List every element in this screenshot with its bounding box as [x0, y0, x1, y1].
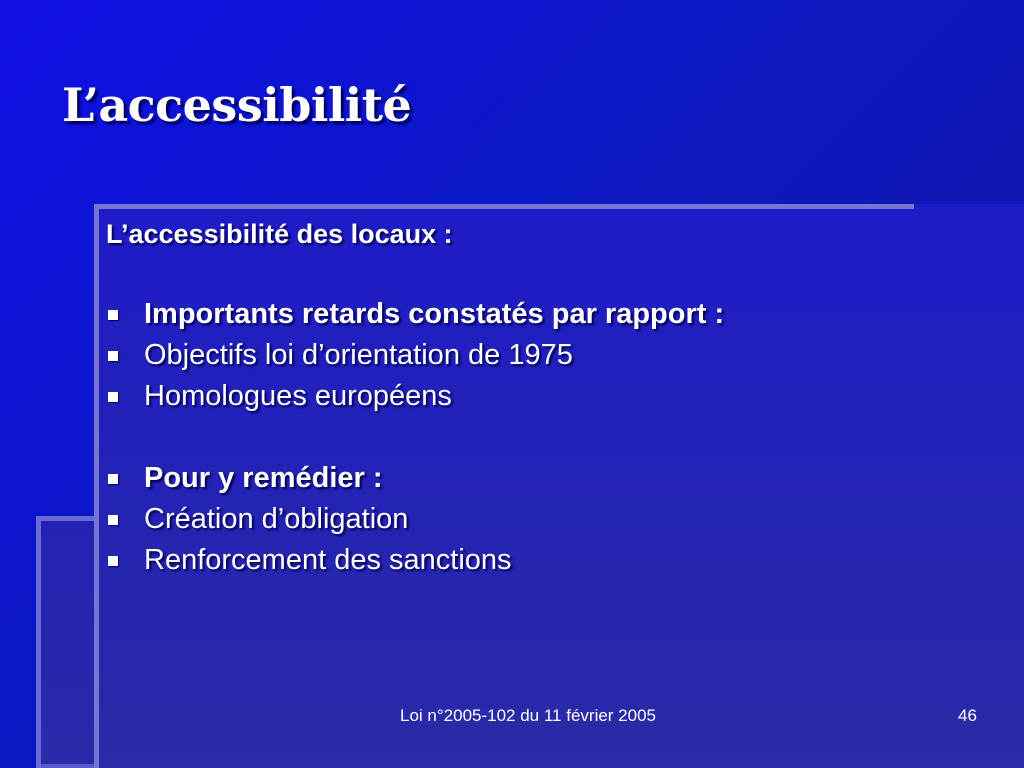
bullet-item [106, 540, 986, 581]
list-gap [106, 417, 986, 458]
bullet-list [106, 294, 986, 581]
bullet-item [106, 376, 986, 417]
slide-subtitle: L’accessibilité des locaux : [106, 219, 453, 249]
bullet-item [106, 499, 986, 540]
page-number: 46 [958, 706, 977, 725]
bullet-item [106, 335, 986, 376]
square-bullet-icon [108, 474, 118, 484]
background-panel-lower-edge [36, 516, 41, 768]
spacer [106, 254, 986, 294]
content-panel-top-edge [94, 204, 914, 209]
slide-footer: Loi n°2005-102 du 11 février 2005 [400, 706, 657, 725]
slide-title: L’accessibilité [62, 78, 412, 132]
bullet-heading-retards [106, 294, 986, 335]
square-bullet-icon [108, 392, 118, 402]
square-bullet-icon [108, 351, 118, 361]
bullet-text: Pour y remédier : [144, 462, 383, 494]
bullet-text: Objectifs loi d’orientation de 1975 [144, 339, 573, 371]
bullet-text: Création d’obligation [144, 503, 409, 535]
slide-content [106, 214, 986, 581]
bullet-text: Homologues européens [144, 380, 452, 412]
bullet-text: Renforcement des sanctions [144, 544, 512, 576]
bullet-text: Importants retards constatés par rapport : [144, 298, 725, 330]
square-bullet-icon [108, 310, 118, 320]
square-bullet-icon [108, 515, 118, 525]
bullet-heading-remedier [106, 458, 986, 499]
content-panel-left-edge [94, 204, 99, 768]
square-bullet-icon [108, 556, 118, 566]
